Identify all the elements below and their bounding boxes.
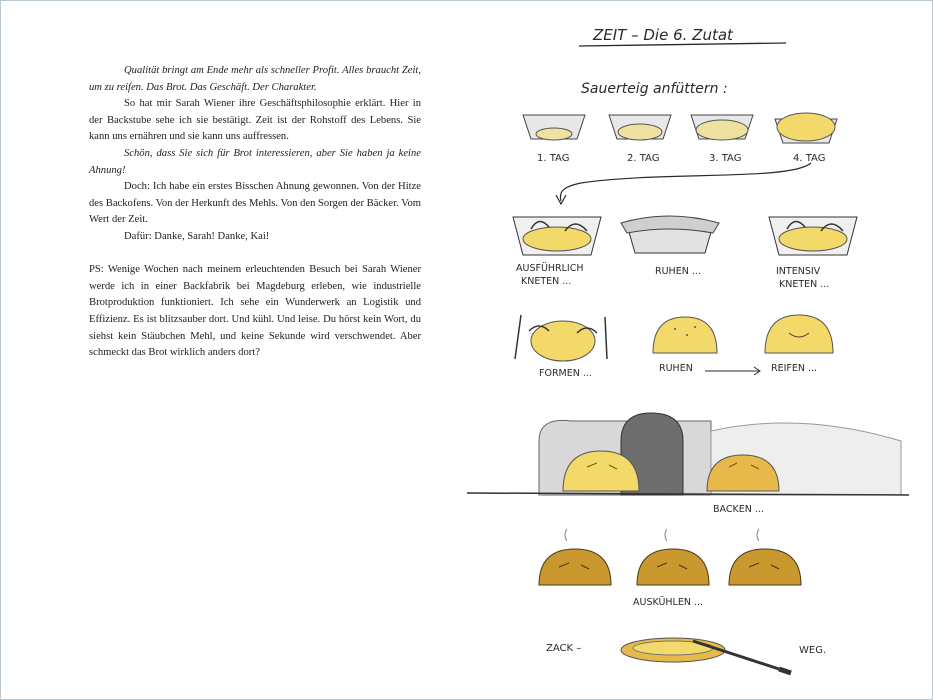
bowl-day-3 <box>691 115 753 140</box>
label-day-1: 1. TAG <box>537 153 570 164</box>
cooling-loaves <box>539 529 801 585</box>
label-rest-1: RUHEN ... <box>655 266 701 277</box>
resting-loaf <box>653 317 717 353</box>
left-page-text <box>89 63 421 362</box>
label-bake: BACKEN ... <box>713 504 764 515</box>
illustration-subtitle: Sauerteig anfüttern : <box>581 81 728 97</box>
label-day-3: 3. TAG <box>709 153 742 164</box>
kneading-bowl-2 <box>769 217 857 255</box>
paragraph-ps: PS: Wenige Wochen nach meinem erleuchtenden Besuch bei Sarah Wiener werde ich in einer Backfabrik bei Magdeburg erleben, wie industrielle Brotproduktion funktioniert. Ich sehe ein Wunderwerk an Logistik und Effizienz. Es ist blitzsauber dort. Und kühl. Und leise. Du hörst kein Wort, du siehst kein Stäubchen Mehl, und keine Sekunde wird verschwendet. Aber schmeckt das Brot wirklich anders dort? <box>89 264 421 359</box>
label-knead-2a: INTENSIV <box>776 266 821 277</box>
paragraph-quote-quality: Qualität bringt am Ende mehr als schneller Profit. Alles braucht Zeit, um zu reifen. Das Brot. Das Geschäft. Der Charakter. <box>89 65 421 93</box>
label-weg: WEG. <box>799 645 827 656</box>
paragraph-quote-ahnung: Schön, dass Sie sich für Brot interessieren, aber Sie haben ja keine Ahnung! <box>89 147 421 176</box>
illustration-svg <box>461 1 932 699</box>
label-zack: ZACK – <box>546 643 582 654</box>
paragraph-philosophy: So hat mir Sarah Wiener ihre Geschäftsphilosophie erklärt. Hier in der Backstube sehe ich sie bestätigt. Zeit ist der Rohstoff des Lebens. Sie kann uns ernähren und sie kann uns auffressen. <box>89 98 421 143</box>
label-knead-1b: KNETEN ... <box>521 276 572 287</box>
resting-bowl <box>621 216 719 253</box>
label-rest-2: RUHEN <box>659 363 693 374</box>
bowl-day-1 <box>523 115 585 140</box>
label-rise: REIFEN ... <box>771 363 818 374</box>
bowl-day-4 <box>775 113 837 143</box>
bowl-day-2 <box>609 115 671 140</box>
forming-loaf <box>515 315 607 361</box>
label-day-4: 4. TAG <box>793 153 826 164</box>
curved-arrow <box>560 163 811 201</box>
oven-scene <box>467 413 909 495</box>
paragraph-danke: Dafür: Danke, Sarah! Danke, Kai! <box>124 230 270 242</box>
sliced-loaf-with-knife <box>621 638 791 673</box>
label-cool: AUSKÜHLEN ... <box>633 597 704 608</box>
kneading-bowl-1 <box>513 217 601 255</box>
label-knead-2b: KNETEN ... <box>779 279 830 290</box>
label-knead-1a: AUSFÜHRLICH <box>516 263 584 274</box>
bread-illustration <box>461 1 932 699</box>
label-form: FORMEN ... <box>539 368 592 379</box>
sourdough-bowls <box>523 113 837 143</box>
rising-loaf <box>765 315 833 353</box>
illustration-title: ZEIT – Die 6. Zutat <box>593 26 733 44</box>
paragraph-doch: Doch: Ich habe ein erstes Bisschen Ahnung gewonnen. Von der Hitze des Backofens. Von der Herkunft des Mehls. Von den Sorgen der Bäcker. Vom Wert der Zeit. <box>89 181 421 226</box>
label-day-2: 2. TAG <box>627 153 660 164</box>
